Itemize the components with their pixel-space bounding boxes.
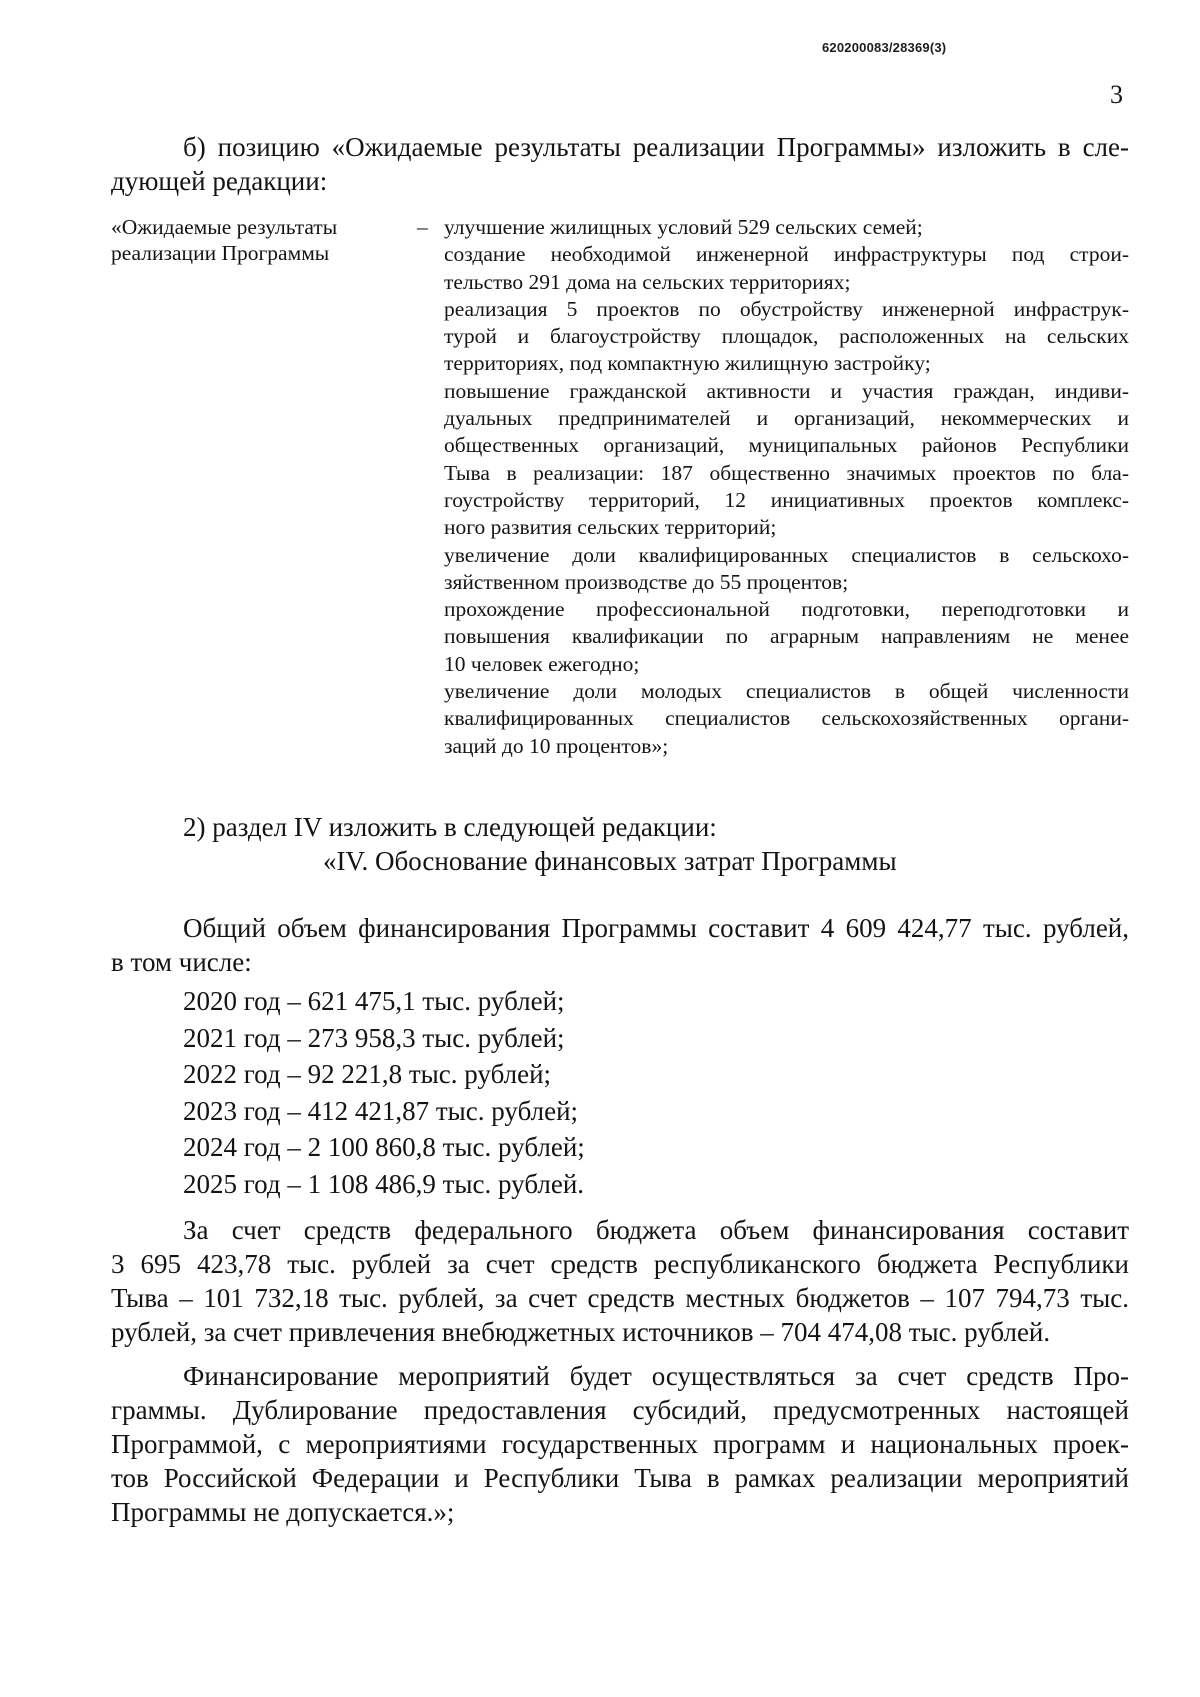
page-number: 3 xyxy=(1110,80,1123,109)
year-item: 2024 год – 2 100 860,8 тыс. рублей; xyxy=(183,1132,585,1162)
result-line: улучшение жилищных условий 529 сельских семей; xyxy=(444,215,923,239)
result-line: территориях, под компактную жилищную застройку; xyxy=(444,351,931,376)
year-item: 2025 год – 1 108 486,9 тыс. рублей. xyxy=(183,1168,585,1199)
result-line: Тыва в реализации: 187 общественно значимых проектов по бла- xyxy=(444,460,1129,485)
text-line: Тыва – 101 732,18 тыс. рублей, за счет средств местных бюджетов – 107 794,73 тыс. xyxy=(111,1283,1129,1313)
label-line: реализации Программы xyxy=(111,241,330,265)
text-line: За счет средств федерального бюджета объем финансирования составит xyxy=(183,1215,1129,1245)
text-line: тов Российской Федерации и Республики Тыва в рамках реализации мероприятий xyxy=(111,1463,1129,1493)
result-line: гоустройству территорий, 12 инициативных проектов комплекс- xyxy=(444,487,1129,512)
document-code: 620200083/28369(3) xyxy=(822,40,947,55)
position-dash: – xyxy=(417,215,428,239)
year-item: 2020 год – 621 475,1 тыс. рублей; xyxy=(183,986,565,1016)
year-item: 2021 год – 273 958,3 тыс. рублей; xyxy=(183,1022,565,1053)
position-label xyxy=(111,214,391,266)
result-line: увеличение доли квалифицированных специалистов в сельскохо- xyxy=(444,542,1129,567)
result-line: повышение гражданской активности и участия граждан, индиви- xyxy=(444,378,1129,403)
intro-paragraph xyxy=(111,130,1129,198)
text-line: Финансирование мероприятий будет осуществляться за счет средств Про- xyxy=(183,1361,1129,1391)
result-line: квалифицированных специалистов сельскохозяйственных органи- xyxy=(444,706,1129,731)
total-financing-paragraph xyxy=(111,911,1129,979)
result-line: ного развития сельских территорий; xyxy=(444,515,777,540)
section-title: «IV. Обоснование финансовых затрат Программы xyxy=(323,846,897,876)
result-line: 10 человек ежегодно; xyxy=(444,651,640,676)
result-line: зяйственном производстве до 55 процентов; xyxy=(444,569,849,594)
text-line: в том числе: xyxy=(111,947,252,977)
year-item: 2022 год – 92 221,8 тыс. рублей; xyxy=(183,1059,552,1089)
result-line: турой и благоустройству площадок, расположенных на сельских xyxy=(444,324,1129,349)
result-line: повышения квалификации по аграрным направлениям не менее xyxy=(444,624,1129,649)
result-line: заций до 10 процентов»; xyxy=(444,733,669,758)
text-line: рублей, за счет привлечения внебюджетных источников – 704 474,08 тыс. рублей. xyxy=(111,1317,1051,1347)
result-line: общественных организаций, муниципальных районов Республики xyxy=(444,433,1129,458)
result-line: реализация 5 проектов по обустройству инженерной инфраструк- xyxy=(444,296,1129,321)
text-line: Общий объем финансирования Программы составит 4 609 424,77 тыс. рублей, xyxy=(183,913,1129,943)
label-line: «Ожидаемые результаты xyxy=(111,215,338,239)
text-line: б) позицию «Ожидаемые результаты реализации Программы» изложить в сле- xyxy=(183,132,1129,162)
result-line: увеличение доли молодых специалистов в общей численности xyxy=(444,679,1129,704)
text-line: дующей редакции: xyxy=(111,166,328,196)
text-line: граммы. Дублирование предоставления субсидий, предусмотренных настоящей xyxy=(111,1395,1129,1425)
year-item: 2023 год – 412 421,87 тыс. рублей; xyxy=(183,1095,579,1126)
text-line: Программой, с мероприятиями государственных программ и национальных проек- xyxy=(111,1429,1129,1459)
result-line: дуальных предпринимателей и организаций, некоммерческих и xyxy=(444,406,1129,431)
yearly-financing-list xyxy=(183,983,585,1202)
section-instruction: 2) раздел IV изложить в следующей редакции: xyxy=(183,812,717,842)
result-line: тельство 291 дома на сельских территориях; xyxy=(444,269,851,294)
expected-results-list xyxy=(444,214,1129,760)
text-line: 3 695 423,78 тыс. рублей за счет средств республиканского бюджета Республики xyxy=(111,1249,1129,1279)
result-line: создание необходимой инженерной инфраструктуры под строи- xyxy=(444,242,1129,267)
text-line: Программы не допускается.»; xyxy=(111,1497,455,1527)
result-line: прохождение профессиональной подготовки, переподготовки и xyxy=(444,597,1129,622)
duplication-paragraph xyxy=(111,1359,1129,1529)
federal-budget-paragraph xyxy=(111,1213,1129,1349)
